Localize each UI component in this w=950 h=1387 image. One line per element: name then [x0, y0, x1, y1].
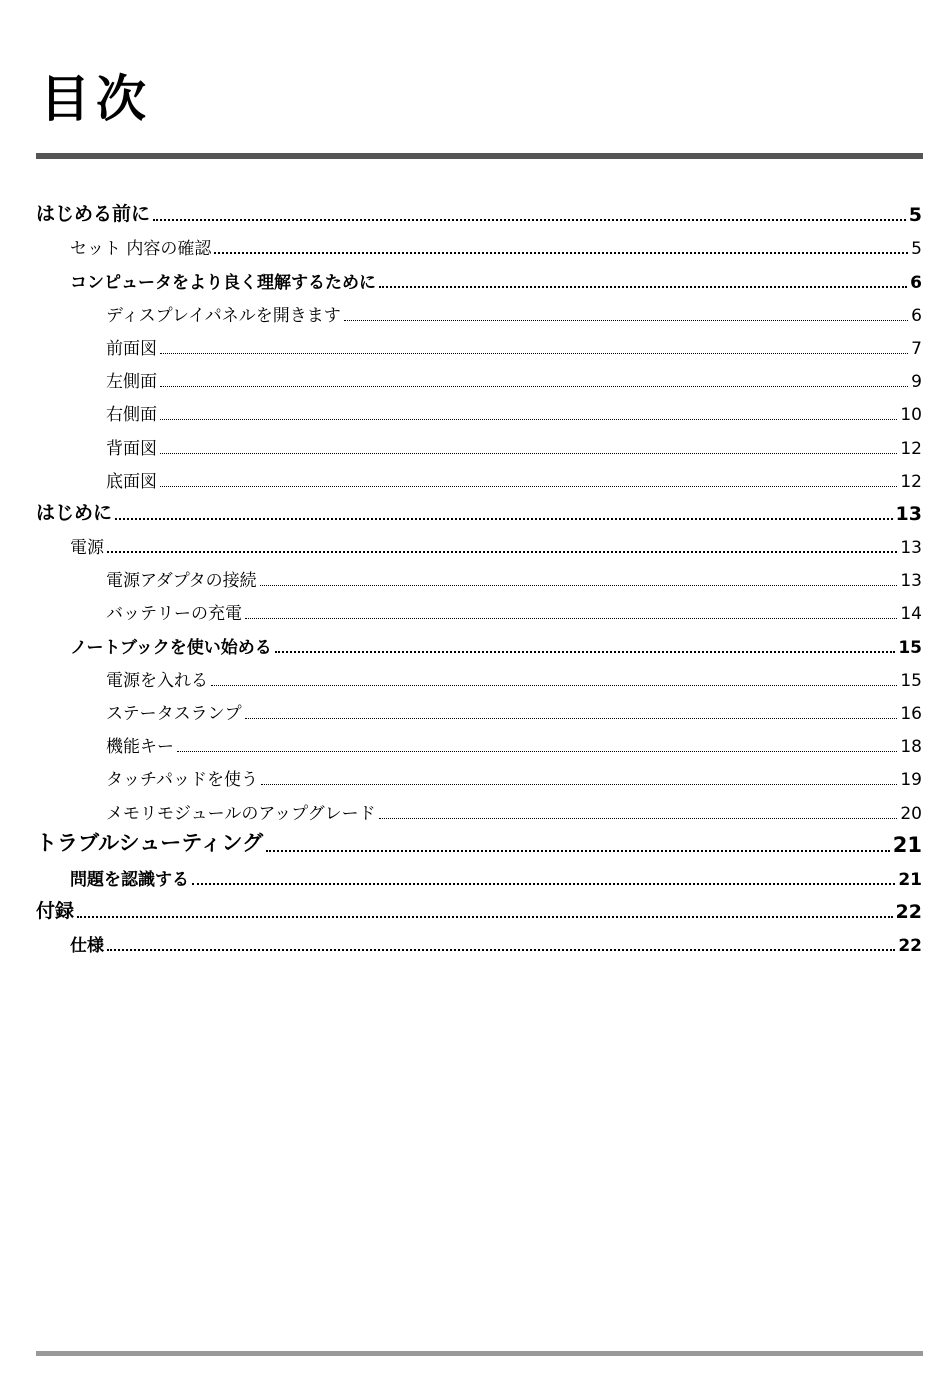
toc-entry-label: ディスプレイパネルを開きます	[106, 305, 341, 326]
toc-entry[interactable]	[36, 331, 922, 364]
page-title: 目次	[40, 70, 152, 128]
dot-leader	[275, 651, 896, 653]
toc-entry-label: 前面図	[106, 338, 157, 359]
toc-entry-page: 20	[900, 803, 922, 824]
dot-leader	[344, 320, 908, 321]
toc-entry-label: コンピュータをより良く理解するために	[70, 272, 376, 293]
dot-leader	[214, 252, 908, 254]
toc-entry-label: トラブルシューティング	[36, 830, 264, 855]
toc-entry[interactable]	[36, 563, 922, 596]
toc-entry-page: 14	[900, 604, 922, 625]
toc-entry[interactable]	[36, 862, 922, 895]
dot-leader	[260, 585, 898, 586]
dot-leader	[160, 386, 908, 387]
toc-entry[interactable]	[36, 497, 922, 530]
toc-entry-label: 付録	[36, 900, 75, 923]
toc-entry-label: メモリモジュールのアップグレード	[106, 803, 376, 824]
dot-leader	[192, 883, 895, 885]
dot-leader	[379, 818, 898, 819]
toc-entry[interactable]	[36, 928, 922, 961]
toc-entry-page: 22	[895, 901, 922, 924]
dot-leader	[379, 286, 907, 288]
toc-entry[interactable]	[36, 198, 922, 231]
table-of-contents	[36, 198, 922, 961]
toc-entry[interactable]	[36, 795, 922, 828]
toc-entry[interactable]	[36, 464, 922, 497]
toc-entry-page: 9	[911, 372, 922, 393]
toc-entry-label: 機能キー	[106, 737, 174, 758]
footer-divider	[36, 1351, 923, 1356]
toc-entry[interactable]	[36, 762, 922, 795]
toc-entry-page: 12	[900, 438, 922, 459]
toc-entry-label: 仕様	[70, 936, 104, 957]
toc-entry[interactable]	[36, 596, 922, 629]
toc-entry[interactable]	[36, 895, 922, 928]
toc-entry-label: バッテリーの充電	[106, 604, 242, 625]
toc-entry-page: 19	[900, 770, 922, 791]
toc-entry[interactable]	[36, 629, 922, 662]
toc-entry-page: 13	[895, 502, 922, 525]
toc-entry-label: セット 内容の確認	[70, 239, 212, 260]
dot-leader	[107, 949, 895, 951]
toc-entry-page: 21	[898, 869, 922, 890]
toc-entry-label: ステータスランプ	[106, 704, 242, 724]
toc-entry[interactable]	[36, 264, 922, 297]
toc-entry-label: 電源を入れる	[106, 670, 208, 691]
toc-entry-page: 22	[898, 936, 922, 957]
toc-entry[interactable]	[36, 397, 922, 430]
toc-entry[interactable]	[36, 530, 922, 563]
toc-entry-label: タッチパッドを使う	[106, 770, 258, 791]
toc-entry-page: 16	[900, 704, 922, 724]
toc-entry-label: 電源アダプタの接続	[106, 571, 257, 592]
toc-entry-page: 5	[908, 204, 922, 227]
toc-entry-page: 13	[900, 538, 922, 559]
toc-entry-page: 15	[898, 637, 922, 658]
toc-entry-label: 電源	[70, 538, 104, 559]
dot-leader	[261, 784, 897, 785]
toc-entry[interactable]	[36, 430, 922, 463]
toc-entry-page: 7	[911, 338, 922, 359]
toc-entry-label: 問題を認識する	[70, 869, 189, 890]
toc-entry-page: 6	[910, 272, 922, 293]
toc-entry[interactable]	[36, 696, 922, 729]
toc-entry-page: 21	[892, 832, 922, 857]
dot-leader	[77, 916, 893, 918]
toc-entry-page: 10	[900, 405, 922, 426]
toc-entry-label: 底面図	[106, 471, 157, 492]
toc-entry[interactable]	[36, 364, 922, 397]
toc-entry[interactable]	[36, 231, 922, 264]
dot-leader	[266, 850, 890, 852]
toc-entry-page: 15	[900, 670, 922, 691]
dot-leader	[245, 718, 898, 719]
toc-entry-page: 12	[900, 471, 922, 492]
toc-entry-page: 13	[900, 571, 922, 592]
toc-entry[interactable]	[36, 298, 922, 331]
dot-leader	[160, 419, 897, 420]
dot-leader	[107, 551, 897, 553]
dot-leader	[245, 618, 897, 619]
dot-leader	[160, 486, 897, 487]
toc-entry-label: ノートブックを使い始める	[70, 637, 272, 658]
toc-entry-label: 右側面	[106, 405, 157, 426]
toc-entry-page: 6	[911, 305, 922, 326]
title-divider	[36, 153, 923, 159]
toc-entry[interactable]	[36, 729, 922, 762]
toc-entry[interactable]	[36, 829, 922, 862]
toc-entry-label: はじめる前に	[36, 203, 151, 226]
dot-leader	[177, 751, 897, 752]
toc-entry[interactable]	[36, 663, 922, 696]
toc-entry-label: 背面図	[106, 438, 157, 459]
toc-entry-page: 18	[900, 737, 922, 758]
toc-entry-page: 5	[911, 239, 922, 260]
dot-leader	[153, 219, 906, 221]
dot-leader	[211, 685, 897, 686]
dot-leader	[160, 353, 908, 354]
toc-entry-label: はじめに	[36, 501, 113, 524]
toc-entry-label: 左側面	[106, 372, 157, 393]
dot-leader	[115, 518, 893, 520]
dot-leader	[160, 453, 897, 454]
